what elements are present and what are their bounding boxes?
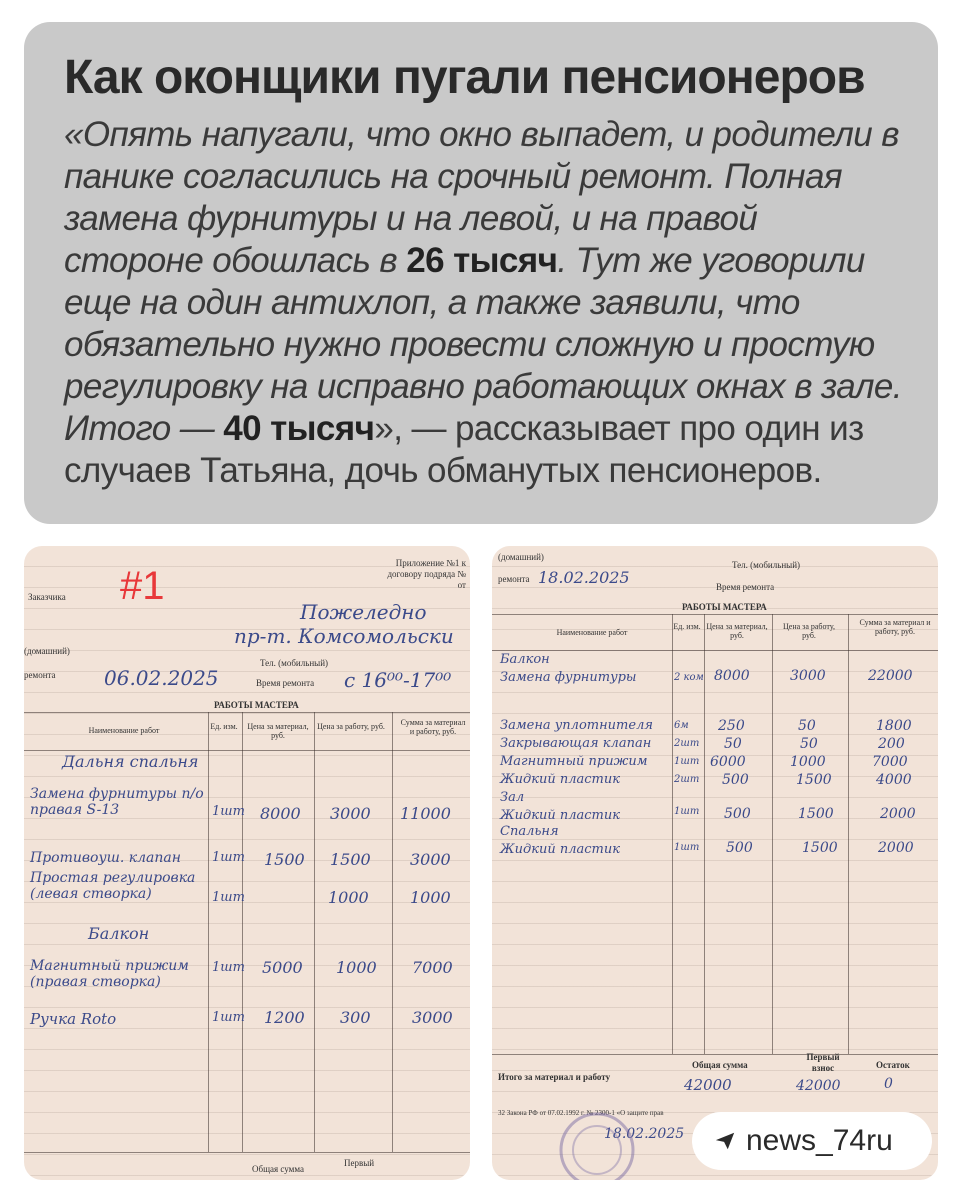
right-total-sum-label: Общая сумма [692, 1060, 748, 1070]
left-row-1-unit: 1шт [212, 804, 245, 819]
right-row-5-unit: 2шт [674, 774, 700, 785]
right-row-1-name: Замена фурнитуры [500, 670, 637, 685]
right-table-top-rule [492, 614, 938, 615]
left-row-5-name: Магнитный прижим (правая створка) [30, 958, 189, 990]
right-row-3-work: 50 [800, 736, 818, 752]
quote-italic-part-2: . Тут же уговорили еще на один антихлоп, а также заявили, что обязательно нужно провести сложную и простую регулировку на исправно работающих окнах в зале. Итого — [64, 241, 902, 448]
right-hand-date-2: 18.02.2025 [604, 1126, 685, 1142]
right-col-unit: Ед. изм. [673, 622, 701, 631]
right-row-7-sum: 2000 [880, 806, 916, 822]
right-col-divider-2 [704, 614, 705, 1054]
left-time-label: Время ремонта [256, 678, 315, 688]
left-row-0-name: Дальня спальня [62, 752, 199, 771]
right-row-9-sum: 2000 [878, 840, 914, 856]
right-row-7-name: Жидкий пластик [500, 808, 621, 823]
right-row-1-mat: 8000 [714, 668, 750, 684]
left-row-6-mat: 1200 [264, 1008, 305, 1027]
quote-italic-part-1: «Опять напугали, что окно выпадет, и родители в панике согласились на срочный ремонт. Полная замена фурнитуры и на левой, и на правой стороне обошлась в [64, 115, 899, 280]
left-row-6-sum: 3000 [412, 1008, 453, 1027]
news-watermark [692, 1112, 932, 1170]
right-row-9-name: Жидкий пластик [500, 842, 621, 857]
left-hand-street: пр-т. Комсомольски [234, 624, 454, 648]
right-table-header-rule [492, 650, 938, 651]
right-row-4-name: Магнитный прижим [500, 754, 648, 769]
left-row-5-unit: 1шт [212, 960, 245, 975]
left-row-6-unit: 1шт [212, 1010, 245, 1025]
right-first-sum: 42000 [796, 1078, 841, 1094]
right-row-5-work: 1500 [796, 772, 832, 788]
right-table-footer-rule [492, 1054, 938, 1055]
right-hand-date: 18.02.2025 [538, 568, 630, 587]
right-rest-label: Остаток [876, 1060, 910, 1070]
left-row-2-mat: 1500 [264, 850, 305, 869]
left-table-header-rule [24, 750, 470, 751]
right-repair-label: ремонта [498, 574, 530, 584]
left-row-1-work: 3000 [330, 804, 371, 823]
left-hand-time: с 16⁰⁰-17⁰⁰ [344, 668, 452, 692]
right-col-divider-4 [848, 614, 849, 1054]
right-row-4-work: 1000 [790, 754, 826, 770]
right-phone-label: Тел. (мобильный) [732, 560, 801, 570]
right-row-3-name: Закрывающая клапан [500, 736, 652, 751]
right-row-3-mat: 50 [724, 736, 742, 752]
left-appendix: Приложение №1 к договору подряда № от [387, 558, 466, 590]
right-row-1-sum: 22000 [868, 668, 913, 684]
right-row-4-unit: 1шт [674, 756, 700, 767]
right-col-name: Наименование работ [556, 628, 628, 637]
right-col-work: Цена за работу, руб. [783, 622, 835, 640]
left-row-3-work: 1000 [328, 888, 369, 907]
left-col-divider-1 [208, 712, 209, 1152]
left-table-footer-rule [24, 1152, 470, 1153]
quote-regular-part: », — рассказывает про один из случаев Татьяна, дочь обманутых пенсионеров. [64, 409, 864, 490]
right-row-1-unit: 2 ком [674, 672, 704, 683]
right-row-4-mat: 6000 [710, 754, 746, 770]
right-rest-sum: 0 [884, 1076, 893, 1092]
left-col-divider-4 [392, 712, 393, 1152]
card-title: Как оконщики пугали пенсионеров [64, 51, 865, 104]
right-row-7-mat: 500 [724, 806, 751, 822]
right-document-photo [492, 546, 938, 1180]
left-row-5-sum: 7000 [412, 958, 453, 977]
left-col-material: Цена за материал, руб. [247, 722, 309, 740]
right-row-4-sum: 7000 [872, 754, 908, 770]
left-col-name: Наименование работ [88, 726, 160, 735]
left-hand-date: 06.02.2025 [104, 666, 219, 690]
left-row-2-sum: 3000 [410, 850, 451, 869]
telegram-arrow-icon [714, 1130, 736, 1152]
quote-bold-amount-2: 40 тысяч [223, 409, 375, 448]
right-row-0-name: Балкон [500, 652, 550, 667]
right-row-9-work: 1500 [802, 840, 838, 856]
left-row-3-unit: 1шт [212, 890, 245, 905]
right-total-label: Итого за материал и работу [498, 1072, 611, 1082]
left-hand-city: Пожеледно [300, 600, 427, 624]
card-quote [64, 114, 902, 492]
left-row-3-sum: 1000 [410, 888, 451, 907]
right-home-label: (домашний) [498, 552, 544, 562]
watermark-text: news_74ru [746, 1124, 893, 1157]
right-row-3-unit: 2шт [674, 738, 700, 749]
left-section-title: РАБОТЫ МАСТЕРА [214, 700, 299, 710]
quote-card [24, 22, 938, 524]
right-col-material: Цена за материал, руб. [706, 622, 768, 640]
left-row-5-mat: 5000 [262, 958, 303, 977]
right-row-2-sum: 1800 [876, 718, 912, 734]
left-row-1-mat: 8000 [260, 804, 301, 823]
right-row-8-name: Спальня [500, 824, 559, 839]
right-row-3-sum: 200 [878, 736, 905, 752]
left-customer-label: Заказчика [28, 592, 66, 602]
right-row-9-mat: 500 [726, 840, 753, 856]
right-col-divider-1 [672, 614, 673, 1054]
left-row-2-name: Противоуш. клапан [30, 850, 181, 866]
right-total-sum: 42000 [684, 1076, 732, 1094]
left-footer-sum: Общая сумма [252, 1164, 304, 1174]
right-row-5-sum: 4000 [876, 772, 912, 788]
stamp-seal-icon [542, 1106, 652, 1180]
right-col-divider-3 [772, 614, 773, 1054]
left-row-3-name: Простая регулировка (левая створка) [30, 870, 196, 902]
left-phone-label: Тел. (мобильный) [260, 658, 329, 668]
left-row-5-work: 1000 [336, 958, 377, 977]
right-section-title: РАБОТЫ МАСТЕРА [682, 602, 767, 612]
right-row-2-mat: 250 [718, 718, 745, 734]
right-law-text: 32 Закона РФ от 07.02.1992 г. № 2300-1 «О защите прав [498, 1109, 664, 1117]
right-row-9-unit: 1шт [674, 842, 700, 853]
left-red-marker: #1 [120, 564, 165, 608]
left-row-1-sum: 11000 [400, 804, 451, 823]
right-time-label: Время ремонта [716, 582, 775, 592]
left-col-divider-3 [314, 712, 315, 1152]
left-date-label: ремонта [24, 670, 56, 680]
left-document-photo [24, 546, 470, 1180]
right-row-2-work: 50 [798, 718, 816, 734]
left-col-unit: Ед. изм. [210, 722, 238, 731]
left-col-sum: Сумма за материал и работу, руб. [400, 718, 466, 736]
right-row-7-work: 1500 [798, 806, 834, 822]
right-row-7-unit: 1шт [674, 806, 700, 817]
right-row-2-unit: 6м [674, 720, 689, 731]
left-col-divider-2 [242, 712, 243, 1152]
right-first-label: Первый взнос [806, 1052, 840, 1073]
left-home-label: (домашний) [24, 646, 70, 656]
right-col-sum: Сумма за материал и работу, руб. [859, 618, 931, 636]
left-row-4-name: Балкон [88, 924, 150, 943]
right-row-6-name: Зал [500, 790, 525, 805]
right-row-1-work: 3000 [790, 668, 826, 684]
left-table-top-rule [24, 712, 470, 713]
left-row-6-name: Ручка Roto [30, 1010, 117, 1028]
left-row-1-name: Замена фурнитуры п/о правая S-13 [30, 786, 204, 818]
left-row-6-work: 300 [340, 1008, 371, 1027]
left-row-2-work: 1500 [330, 850, 371, 869]
left-col-work: Цена за работу, руб. [317, 722, 385, 731]
right-row-5-mat: 500 [722, 772, 749, 788]
right-row-2-name: Замена уплотнителя [500, 718, 653, 733]
left-row-2-unit: 1шт [212, 850, 245, 865]
left-footer-first: Первый [344, 1158, 375, 1168]
quote-bold-amount-1: 26 тысяч [406, 241, 558, 280]
right-row-5-name: Жидкий пластик [500, 772, 621, 787]
